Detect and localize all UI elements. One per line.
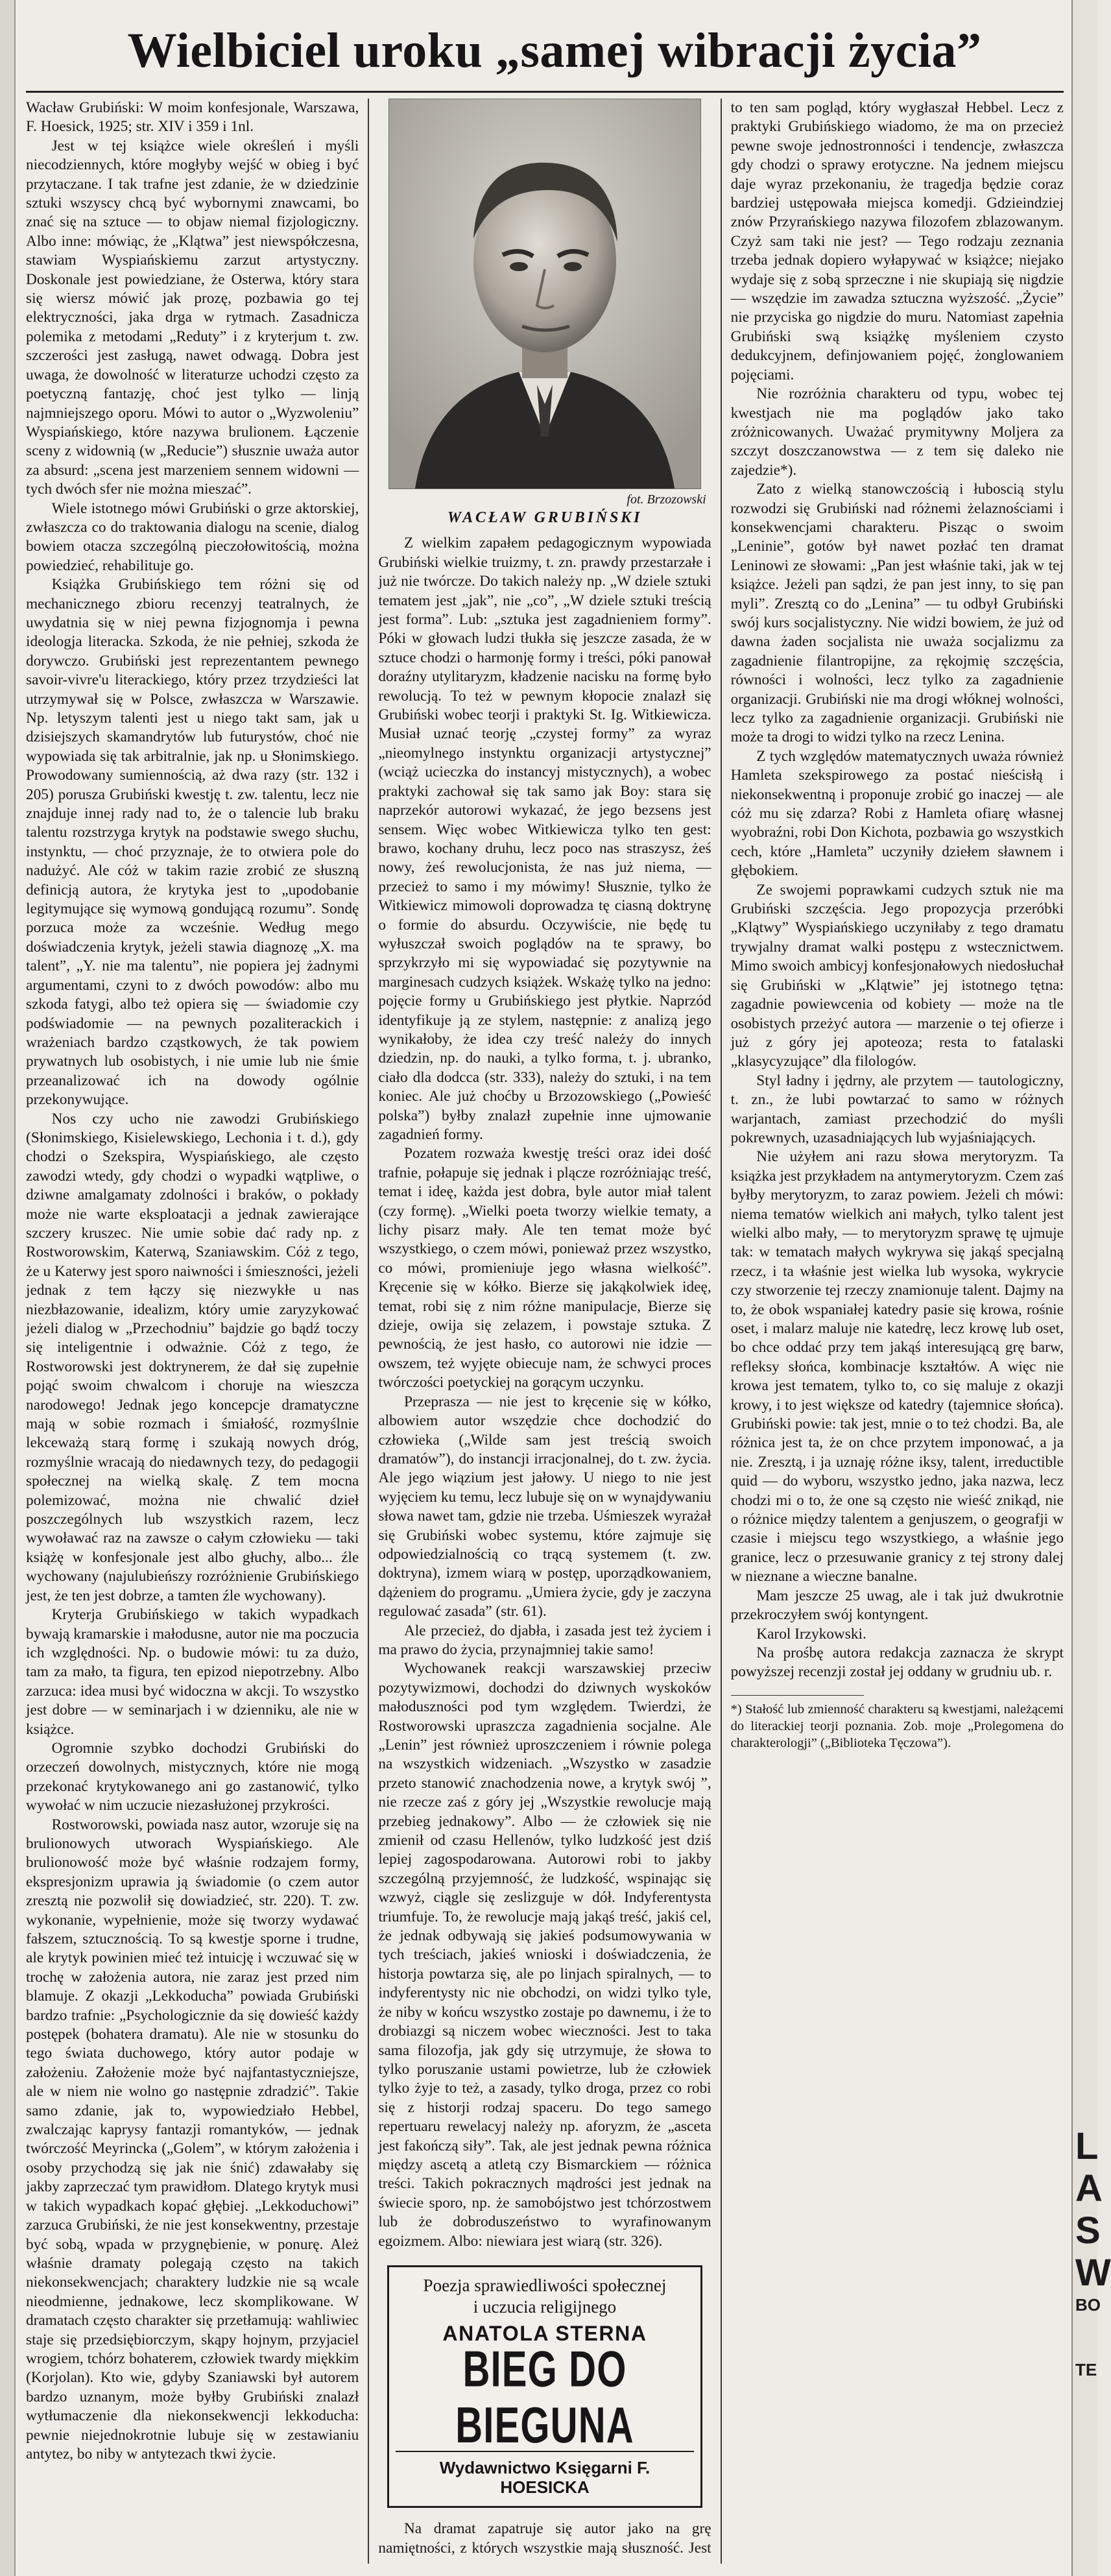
photo-credit: fot. Brzozowski xyxy=(627,492,706,507)
portrait-caption: WACŁAW GRUBIŃSKI xyxy=(447,509,643,526)
ad-tagline: Poezja sprawiedliwości społecznej xyxy=(423,2275,667,2295)
article-body xyxy=(26,99,1064,2564)
article-paragraph: Karol Irzykowski. xyxy=(756,1625,866,1643)
article-paragraph: Ze swojemi poprawkami cudzych sztuk nie ma Grubiński szczęścia. Jego propozycja przeróbki „Klątwy” Wyspiańskiego uczyniłaby z tego dramatu trywjalny dramat walki postępu z wstecznictwem. Mimo swoich ambicyj konfesjonałowych niedosłuchał się Grubiński w „Klątwie” jej istotnego tętna: zagadnie powiewcenia od kobiety — może na tle osobistych przeżyć autora — marzenie o tej ofierze i już z góry jej apoteoza; resta to fatalaski „klasycyzujące” dla filologów. xyxy=(730,881,1064,1070)
portrait-figure xyxy=(378,99,711,527)
footnote: *) Stałość lub zmienność charakteru są kwestjami, należącemi do literackiej teorji poznania. Zob. moje „Prolegomena do charakterologji” („Biblioteka Tęczowa”). xyxy=(730,1702,1064,1750)
article-paragraph: Kryterja Grubińskiego w takich wypadkach bywają kramarskie i małodusne, autor nie ma poczucia ich względności. Np. o budowie mówi: tu za dużo, tam za mało, ta figura, ten epizod niepotrzebny. Albo zarzuca: idea musi być widoczna w akcji. To wszystko jest dobre — w seminarjach i w dzienniku, ale nie w książce. xyxy=(26,1606,359,1738)
article-title: Wielbiciel uroku „samej wibracji życia” xyxy=(127,23,982,78)
article-paragraph: Nie rozróżnia charakteru od typu, wobec tej kwestjach nie ma poglądów jako tako zróżnicowanych. Uważać prymitywny Moljera za szczyt doszczanowstwa — z tem się daleko nie zajedzie*). xyxy=(730,385,1064,479)
article-paragraph: Nie użyłem ani razu słowa merytoryzm. Ta książka jest przykładem na antymerytoryzm. Czem zaś byłby merytoryzm, to zaraz powiem. Jeżeli ch mówi: niema tematów wielkich ani małych, tylko talent jest wielki albo mały, — to merytoryzm sprawę tę ujmuje tak: w tematach małych wykrywa się jakąś specjalną rzecz, i ta właśnie jest wielka lub wysoka, wykrycie czy stworzenie tej rzeczy znamionuje talent. Dajmy na to, że obok wspaniałej katedry pasie się krowa, rośnie oset, i malarz maluje nie katedrę, lecz krowę lub oset, bo chce oddać przy tem jakąś interesującą grę barw, refleksy słońca, kombinacje kształtów. A więc nie krowa jest tematem, tylko to, co się maluje z okazji krowy, i to jest większe od katedry (tajemnice słońca). Grubiński powie: tak jest, mnie o to też chodzi. Ba, ale różnica jest ta, że on chce przytem imponować, a ja nie. Zresztą, i ja uznaję różne iksy, talent, irreductible quid — do wyboru, wszystko jedno, jaka nazwa, lecz chodzi mi o to, że one są często nie wieść znikąd, nie o różnice między talentem a genjuszem, o geografji w czasie i miejscu tego wszystkiego, a właśnie jego granice, lecz o przesuwanie granicy z tej strony dalej w nieznane a wieczne banalne. xyxy=(730,1148,1064,1585)
article-paragraph: Przeprasza — nie jest to kręcenie się w kółko, albowiem autor wszędzie chce dochodzić do człowieka („Wilde sam jest treścią swoich dramatów”), do instancji irracjonalnej, do t. zw. życia. Ale jego wiązium jest jałowy. U niego to nie jest wyjęciem ku temu, lecz lubuje się on w wynajdywaniu słowa nawet tam, gdzie nie trzeba. Uśmieszek wyrażał się Grubiński wobec systemu, które zajmuje się odpowiedzialnością co trącą systemem (t. zw. doktryna), izmem wiarą w postęp, uporządkowaniem, dążeniem do programu. „Umiera życie, gdy je zaczyna regulować zasada” (str. 61). xyxy=(378,1393,711,1620)
ad-author: ANATOLA STERNA xyxy=(442,2321,647,2345)
ad-book-title: BIEG DO BIEGUNA xyxy=(455,2341,634,2454)
article-paragraph: Na dramat zapatruje się autor jako na grę namiętności, z których wszystkie mają słuszność. Jest to ten sam pogląd, który wygłaszał Hebbel. Lecz z praktyki Grubińskiego wiadomo, że ma on przecież pewne swoje jednostronności i tendencje, zwłaszcza gdy chodzi o sprawy erotyczne. Na jednem miejscu daje wyraz przekonaniu, że tragedja będzie coraz bardziej ustępowała miejsca komedji. Gdzieindziej znów Przyrańskiego nazywa filozofem zblazowanym. Czyż sam taki nie jest? — Tego rodzaju zeznania trzeba jednak dopiero wyłapywać w książce; niejako wydaje się z sobą sprzeczne i nie skupiają się nigdzie — wszędzie im zawadza sztuczna wyższość. „Życie” nie przyciska go nigdzie do muru. Natomiast zapełnia Grubiński swą książkę myśleniem czysto dedukcyjnem, definjowaniem pojęć, żonglowaniem pojęciami. xyxy=(378,99,1064,2557)
article-paragraph: Wiele istotnego mówi Grubiński o grze aktorskiej, zwłaszcza co do traktowania dialogu na scenie, dialog bowiem otacza szczególną pieczołowitością, można powiedzieć, rehabilituje go. xyxy=(26,500,359,574)
article-paragraph: Wychowanek reakcji warszawskiej przeciw pozytywizmowi, dochodzi do dziwnych wyskoków małoduszności pod tym względem. Twierdzi, że Rostworowski upraszcza zagadnienia socjalne. Ale „Lenin” jest również uproszczeniem i równie polega na wszystkich widzeniach. „Wszystko w zasadzie przeto stanowić znachodzenia nowe, a krytyk swój ”, nie rzecze zaś z góry jej „Wszystkie rewolucje mają przebieg jednakowy”. Albo — że człowiek się nie zmienił od czasu Hellenów, tylko ludzkość jest dziś lepiej zagospodarowana. Autorowi robi to jakby szczególną przyjemność, że ludzkość, wspinając się wzwyż, ciągle się zeslizguje w dół. Indyferentysta triumfuje. To, że rewolucje mają jakąś treść, jakiś cel, że jednak odbywają się jakieś podsumowywania w tych treściach, jakieś wnioski i doświadczenia, że historja powtarza się, ale po linjach spiralnych, — to indyferentysty nic nie obchodzi, on widzi tylko tyle, że niby w końcu wszystko zostaje po dawnemu, i że to drobiazgi są niczem wobec wieczności. Jest to taka sama filozofja, jak gdy się utrzymuje, że słowa to tylko poruszanie ustami powietrze, lub że człowiek tylko żyje to też, a zasady, tylko droga, przez co robi się z historji rodzaj spaceru. Do tego samego repertuaru rewelacyj należy np. aforyzm, że „asceta jest fakończą siły”. Tak, ale jest jednak pewna różnica między ascetą a atletą czy Bismarckiem — różnica treści. Takich pokracznych mądrości jest jednak na świecie sporo, np. że samobójstwo jest tchórzostwem lub że dobroduszeństwo to wyrafinowanym egoizmem. Albo: niewiara jest wiarą (str. 326). xyxy=(378,1660,711,2250)
book-advertisement xyxy=(387,2265,702,2508)
book-reference: Wacław Grubiński: W moim konfesjonale, Warszawa, F. Hoesick, 1925; str. XIV i 359 i 1nl. xyxy=(26,99,359,136)
margin-fragment: W xyxy=(1075,2252,1111,2294)
margin-fragment: L xyxy=(1075,2125,1099,2167)
article-paragraph: Z wielkim zapałem pedagogicznym wypowiada Grubiński wielkie truizmy, t. zn. prawdy przestarzałe i już nie twórcze. Do takich należy np. „W dziele sztuki tematem jest „jak”, nie „co”, „W dziele sztuki treścią jest forma”. Lub: „sztuka jest zagadnieniem formy”. Póki w głowach ludzi tłukła się jeszcze zasada, że w sztuce chodzi o harmonję formy i treści, póki panował doraźny utylitaryzm, kładzenie nacisku na formę było rewolucją. To też w pewnym kłopocie znalazł się Grubiński wobec teorji i praktyki St. Ig. Witkiewicza. Musiał uznać teorję „czystej formy” za wyraz „nieomylnego instynktu organizacji artystycznej” (wciąż ucieczka do instancyj mistycznych), a wobec praktyki zachował się tak samo jak Boy: stara się naprzekór autorowi wykazać, że jego bezsens jest sensem. Więc wobec Witkiewicza tylko ten gest: brawo, kochany druhu, lecz poco nas straszysz, żeś nowy, żeś rewolucjonista, że nas już niema, — przecież to samo i my mówimy! Słusznie, tylko że Witkiewicz mimowoli doprowadza tę ciasną doktrynę o formie do absurdu. Oczywiście, nie będę tu wyłuszczał swoich poglądów na te sprawy, bo sprzykrzyło mi się wypowiadać się pozytywnie na marginesach cudzych książek. Wskażę tylko na jedno: pojęcie formy u Grubińskiego jest płytkie. Naprzód identyfikuje ją ze stylem, następnie: z analizą jego wynikałoby, że idea czy treść należy do innych dziedzin, np. do nauki, a tylko forma, t. j. ubranko, ciało dla dodcca (str. 333), należy do sztuki, i na tem koniec. Ale już choćby u Brzozowskiego („Powieść polska”) byłby znalazł zupełnie inne ujmowanie zagadnień formy. xyxy=(378,535,711,1143)
article-paragraph: Mam jeszcze 25 uwag, ale i tak już dwukrotnie przekroczyłem swój kontyngent. xyxy=(730,1587,1064,1624)
ad-publisher: Wydawnictwo Księgarni F. HOESICKA xyxy=(396,2451,693,2497)
ad-tagline: i uczucia religijnego xyxy=(473,2296,617,2317)
margin-fragment: A xyxy=(1075,2167,1103,2209)
margin-fragment: S xyxy=(1075,2209,1101,2252)
article-paragraph: Zato z wielką stanowczością i łuboscią stylu rozwodzi się Grubiński nad różnemi żelaznościami i konsekwencjami charakteru. Pisząc o swoim „Leninie”, gotów był nawet pozłać ten dramat Leninowi ze słowami: „Pan jest właśnie taki, jak w tej książce. Jeżeli pan sądzi, że pan jest inny, to się pan myli”. Zresztą co do „Lenina” — tu odbył Grubiński swój kurs socjalistyczny. Nie widzi bowiem, że już od dawna żaden socjalista nie uważa socjalizmu za zagadnienie filantropijne, za rękojmię szczęścia, równości i wolności, lecz tylko za zagadnienie organizacji. Grubiński nie ma drogi włóknej wolności, lecz tylko za zagadnienie organizacji. Grubiński nie może ta drogi to widzi tylko na rzecz Lenina. xyxy=(730,481,1064,746)
article-paragraph: Jest w tej książce wiele określeń i myśli niecodziennych, które mogłyby wejść w obieg i być przytaczane. I tak trafne jest zdanie, że w dziedzinie sztuki wszyscy chcą być wybornymi znawcami, bo znać się na sztuce — to objaw niemal fizjologiczny. Albo inne: mówiąc, że „Klątwa” jest niewspółczesna, stawiam Wyspiańskiemu zarzut artystyczny. Doskonale jest powiedziane, że Osterwa, który stara się wiersz mówić jak prozę, pozbawia go tej elektryczności, jaka drga w rytmach. Zasadnicza polemika z metodami „Reduty” i z kryterjum t. zw. szczerości jest zasługą, nawet odwagą. Dobra jest uwaga, że dowolność w literaturze uchodzi często za poetyczną fantazję, choć jest tylko — linją najmniejszego oporu. Mówi to autor o „Wyzwoleniu” Wyspiańskiego, które nazywa brulionem. Łączenie sceny z widownią (w „Reducie”) słusznie uważa autor za absurd: „scena jest marzeniem sennem widowni — tych dwóch sfer nie można mieszać”. xyxy=(26,137,359,498)
adjacent-page-strip xyxy=(1071,0,1111,2576)
article-paragraph: Ale przecież, do djabła, i zasada jest też życiem i ma prawo do życia, przynajmniej takie samo! xyxy=(378,1622,711,1658)
article-paragraph: Rostworowski, powiada nasz autor, wzoruje się na brulionowych utworach Wyspiańskiego. Ale brulionowość może być właśnie rodzajem formy, ekspresjonizm uprawia ją świadomie (o czem autor zresztą nie pozwolił się dowiadzieć, str. 220). T. zw. wykonanie, wypełnienie, może się tworzy wydawać fałszem, sztucznością. To są kwestje sporne i trudne, ale krytyk powinien mieć też intuicję i wczuwać się w trochę w założenia autora, nie zaraz jest przed nim blamuje. Z okazji „Lekkoducha” powiada Grubiński bardzo trafnie: „Psychologicznie da się dowieść każdy postępek (bohatera dramatu). Ale nie w stosunku do tego świata duchowego, który autor podaje w założeniu. Założenie może być najfantastyczniejsze, ale w niem nie wolno go następnie zdradzić”. Takie samo zdanie, jak to, wypowiedziało Hebbel, zwalczając kaprysy fantazji romantyków, — jednak twórczość Meyrincka („Golem”, w którym założenia i osoby przychodzą się jak nie śnić) zdawałaby się jakby zaprzeczać tym prawidłom. Dlatego krytyk musi w takich wypadkach kopać głębiej. „Lekkoduchowi” zarzuca Grubiński, że nie jest konsekwentny, przestaje być sobą, wpada w przygnębienie, w ponurę. Ależ właśnie dramaty polegają często na takich niekonsekwencjach; charaktery ludzkie nie są wcale nieodmienne, jednakowe, lecz skomplikowane. W dramatach często charakter się przetłamują: wahliwiec staje się przedsiębiorczym, skąpy hojnym, przyjaciel wrogiem, tchórz bohaterem, człowiek twardy miękkim (Korjolan). Kto wie, gdyby Szaniawski był autorem bardzo uznanym, może byłby Grubiński znalazł wytłumaczenie dla niekonsekwencji lekkoducha: pewnie niejednokrotnie lubuje się w zestawianiu antytez, bo niby w antytezach tkwi życie. xyxy=(26,1816,359,2462)
article-paragraph: Styl ładny i jędrny, ale przytem — tautologiczny, t. zn., że lubi powtarzać to samo w różnych warjantach, zamiast przechodzić do myśli pokrewnych, uzasadniających lub wyjaśniających. xyxy=(730,1072,1064,1146)
article-paragraph: Pozatem rozważa kwestję treści oraz idei dość trafnie, połapuje się jednak i plącze rozróżniając treść, temat i ideę, każda jest dobra, byle autor miał talent (czy formę). „Wielki poeta tworzy wielkie tematy, a lichy pisarz mały. Ale ten temat może być wszystkiego, o czem mówi, ponieważ przez wszystko, co mówi, promieniuje jego własna wielkość”. Kręcenie się w kółko. Bierze się jakąkolwiek ideę, temat, robi się z nim różne manipulacje, Bierze się dzieje, owija się zelazem, i powstaje sztuka. Z pewnością, że jest hasło, co autorowi nie idzie — owszem, też wyjęte obiecuje nam, że schwyci proces twórczości poetyckiej na gorącym uczynku. xyxy=(378,1145,711,1391)
article-paragraph: Książka Grubińskiego tem różni się od mechanicznego zbioru recenzyj teatralnych, że uwydatnia się w niej pewna fizjognomja i pewna ideologja literacka. Szkoda, że nie pełniej, szkoda że dorywczo. Grubiński jest reprezentantem pewnego savoir-vivre'u literackiego, który przez trzydzieści lat utrzymywał się w Polsce, zwłaszcza w Warszawie. Np. letyszym talenti jest u niego takt sam, jak u dzisiejszych skamandrytów lub futurystów, choć nie wypowiada się tak arbitralnie, jak np. u Słonimskiego. Prowodowany sumiennością, aż dwa razy (str. 132 i 205) porusza Grubiński kwestję t. zw. talentu, lecz nie znajduje innej rady nad to, że o talencie lub braku talentu rozstrzyga krytyk na podstawie swego słuchu, instynktu, — choć przyznaje, że to otwiera pole do nadużyć. Ale cóż w takim razie zrobić ze słuszną definicją autora, że krytyka jest to „upodobanie legitymujące się wymową gondującą rozumu”. Sondę porzuca może za wcześnie. Według mego doświadczenia krytyk, jeżeli stawia diagnozę „X. ma talent”, „Y. nie ma talentu”, nie popiera jej żadnymi argumentami, czyni to z dwóch powodów: albo mu szkoda fatygi, albo też opiera się — świadomie czy podświadomie — na pewnych pozaliterackich i wrażeniach bardzo cząstkowych, że tak powiem prywatnych lub osobistych, i nie umie lub nie śmie przeanalizować ich na dowody ogólnie przekonywujące. xyxy=(26,576,359,1109)
author-portrait-photo xyxy=(388,99,701,489)
article-paragraph: Nos czy ucho nie zawodzi Grubińskiego (Słonimskiego, Kisielewskiego, Lechonia i t. d.), gdy chodzi o Szekspira, Wyspiańskiego, ale często zawodzi wtedy, gdy chodzi o wypadki wątpliwe, o dziwne amalgamaty zdolności i braków, o pokłady może nie warte eksploatacji a jednak zawierające szczery kruszec. Nie umie sobie dać rady np. z Rostworowskim, Katerwą, Szaniawskim. Cóż z tego, że u Katerwy jest sporo naiwności i śmieszności, jeżeli jednak z tem łączy się niezwykłe u nas niezbłazowanie, idealizm, który umie zaryzykować jeżeli dialog w „Przechodniu” bajdzie go bądź toczy się inteligentnie i odważnie. Cóż z tego, że Rostworowski jest doktrynerem, że dał się zupełnie pojąć swoim chwalcom i choruje na wieszcza narodowego! Jednak jego koncepcje dramatyczne mają w sobie rozmach i śmiałość, rozmyślnie lekceważą starą formę i szukają nowych dróg, rozmyślnie wracają do niedawnych tezy, do pedagogii społecznej na wielką skalę. Z tem mocna polemizować, można nie chwalić dzieł poszczególnych lub wszystkich razem, lecz wywoławać raz na zawsze o całym człowieku — taki książę w konfesjonale jest albo głuchy, albo... źle wychowany (najulubieńszy rozróżnienie Grubińskiego jest, że ten jest dobrze, a tamten źle wychowany). xyxy=(26,1110,359,1604)
footnote-rule xyxy=(731,1695,864,1696)
article-paragraph: Na prośbę autora redakcja zaznacza że skrypt powyższej recenzji został jej oddany w grudniu ub. r. xyxy=(730,1644,1064,1681)
article-paragraph: Ogromnie szybko dochodzi Grubiński do orzeczeń dowolnych, mistycznych, które nie mogą przekonać krytykowanego ani go zastanowić, tylko wywołać w nim uczucie niezasłużonej przykrości. xyxy=(26,1739,359,1814)
margin-fragment: TE xyxy=(1075,2360,1097,2379)
title-rule xyxy=(26,91,1064,93)
left-page-edge xyxy=(0,0,16,2576)
margin-fragment: BO xyxy=(1075,2295,1101,2315)
article-paragraph: Z tych względów matematycznych uważa również Hamleta szekspirowego za postać nieścisłą i niekonsekwentną i proponuje zrobić go inaczej — ale cóż mu się zdarza? Robi z Hamleta ofiarę własnej wyobraźni, robi Don Kichota, pozbawia go wszystkich cech, które „Hamleta” uczyniły dziełem sławnem i głębokiem. xyxy=(730,747,1064,880)
